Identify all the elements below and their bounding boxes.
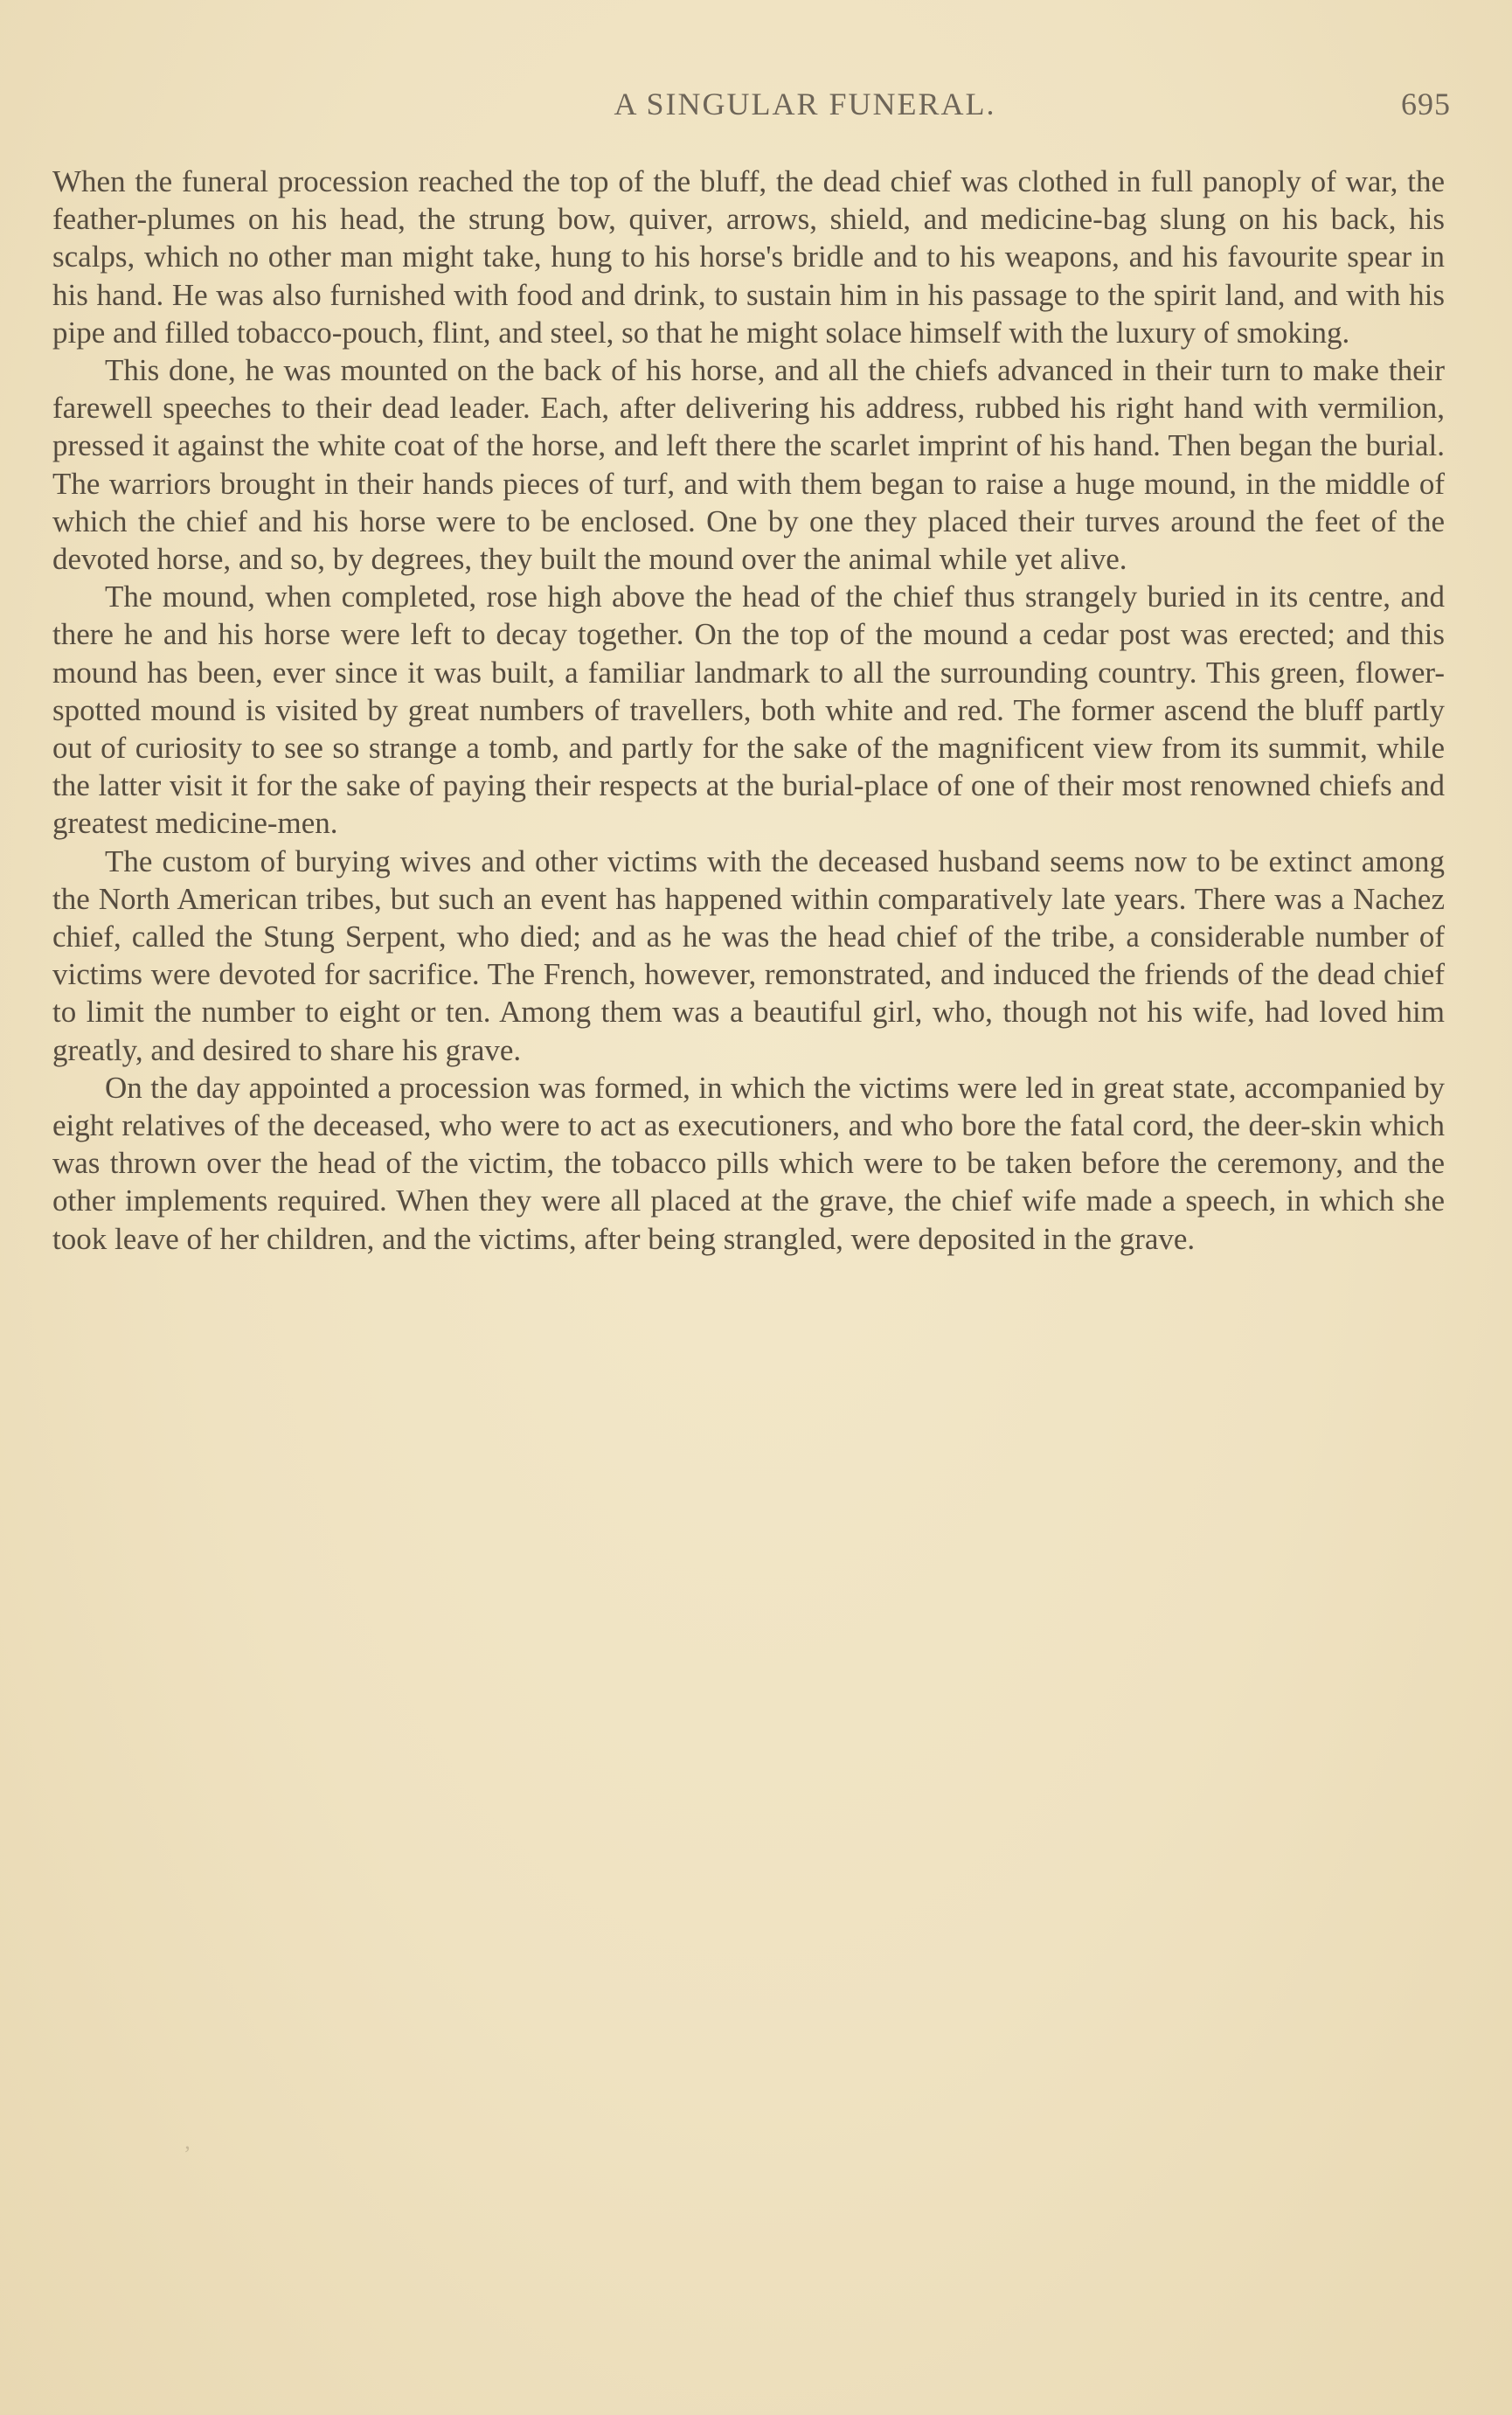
paragraph-4: The custom of burying wives and other victims with the deceased husband seems now to be extinct among the North American tribes, but such an event has happened within comparatively late years. There was a Nachez chief, called the Stung Serpent, who died; and as he was the head chief of the tribe, a considerable number of victims were devoted for sacrifice. The French, however, remonstrated, and induced the friends of the dead chief to limit the number to eight or ten. Among them was a beautiful girl, who, though not his wife, had loved him greatly, and desired to share his grave. <box>52 843 1445 1067</box>
running-title: A SINGULAR FUNERAL. <box>614 87 996 121</box>
paragraph-1: When the funeral procession reached the top of the bluff, the dead chief was clothed in full panoply of war, the feather-plumes on his head, the strung bow, quiver, arrows, shield, and medicine-bag slung on his back, his scalps, which no other man might take, hung to his horse's bridle and to his weapons, and his favourite spear in his hand. He was also furnished with food and drink, to sustain him in his passage to the spirit land, and with his pipe and filled tobacco-pouch, flint, and steel, so that he might solace himself with the luxury of smoking. <box>52 164 1445 350</box>
paper-smudge: ‚ <box>184 2128 191 2154</box>
page-number: 695 <box>1401 87 1451 121</box>
paragraph-5: On the day appointed a procession was formed, in which the victims were led in great state, accompanied by eight relatives of the deceased, who were to act as executioners, and who bore the fatal cord, the deer-skin which was thrown over the head of the victim, the tobacco pills which were to be taken before the ceremony, and the other implements required. When they were all placed at the grave, the chief wife made a speech, in which she took leave of her children, and the victims, after being strangled, were deposited in the grave. <box>52 1070 1445 1256</box>
page-header <box>159 86 1451 131</box>
body-text <box>52 163 1445 1258</box>
paragraph-2: This done, he was mounted on the back of his horse, and all the chiefs advanced in their turn to make their farewell speeches to their dead leader. Each, after delivering his address, rubbed his right hand with vermilion, pressed it against the white coat of the horse, and left there the scarlet imprint of his hand. Then began the burial. The warriors brought in their hands pieces of turf, and with them began to raise a huge mound, in the middle of which the chief and his horse were to be enclosed. One by one they placed their turves around the feet of the devoted horse, and so, by degrees, they built the mound over the animal while yet alive. <box>52 353 1445 577</box>
paragraph-3: The mound, when completed, rose high above the head of the chief thus strangely buried in its centre, and there he and his horse were left to decay together. On the top of the mound a cedar post was erected; and this mound has been, ever since it was built, a familiar landmark to all the surrounding country. This green, flower-spotted mound is visited by great numbers of travellers, both white and red. The former ascend the bluff partly out of curiosity to see so strange a tomb, and partly for the sake of the magnificent view from its summit, while the latter visit it for the sake of paying their respects at the burial-place of one of their most renowned chiefs and greatest medicine-men. <box>52 579 1445 841</box>
